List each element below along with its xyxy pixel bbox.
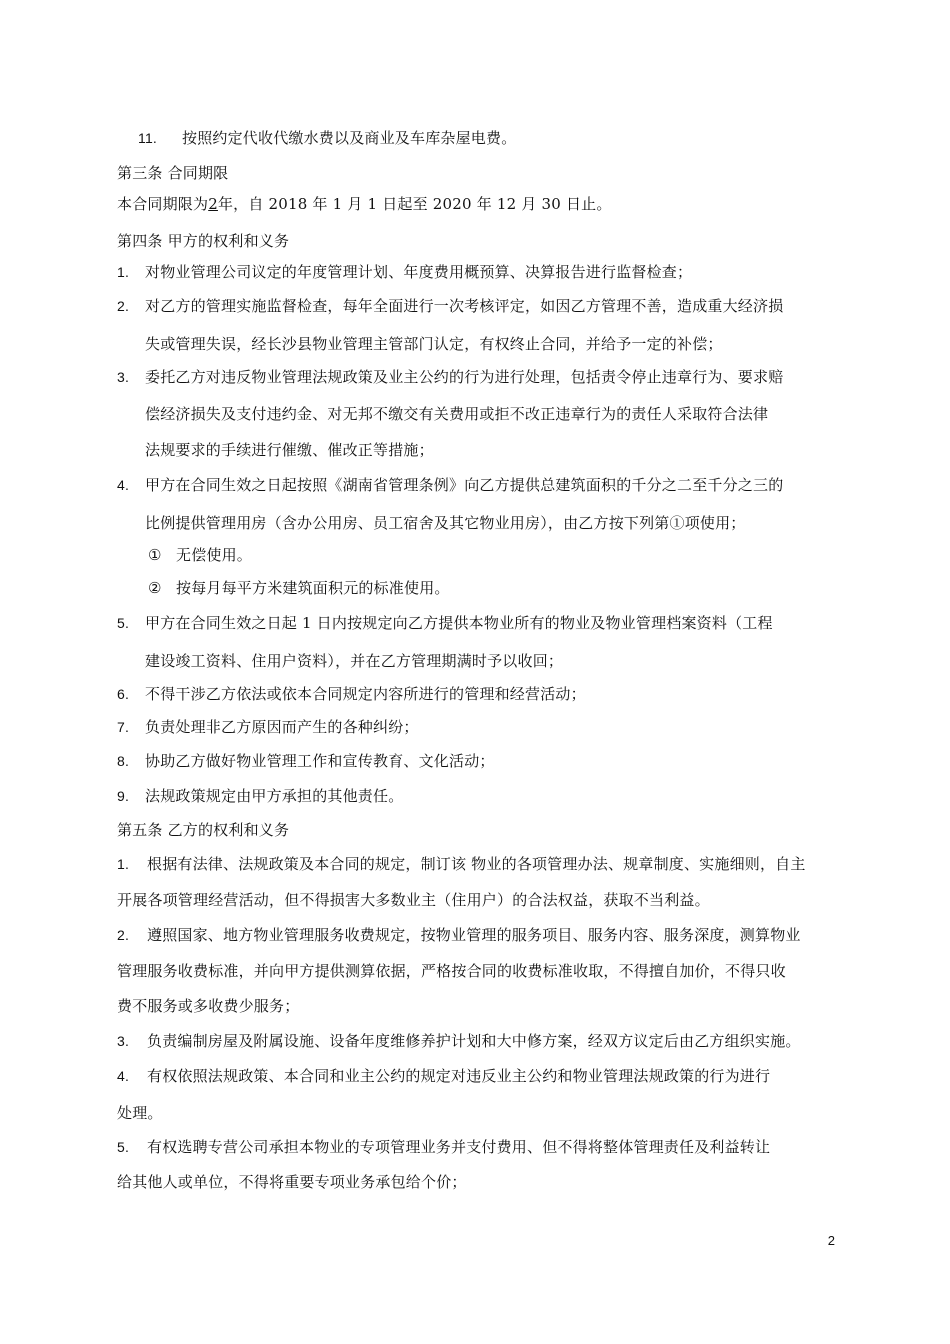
item-number: 5. [117, 615, 130, 631]
item-text: 对乙方的管理实施监督检查，每年全面进行一次考核评定，如因乙方管理不善，造成重大经济损 [145, 297, 784, 315]
list-item [117, 613, 773, 633]
item-number: 6. [117, 686, 130, 702]
item-number: 1. [117, 264, 130, 280]
list-item [117, 1137, 770, 1157]
item-continuation: 费不服务或多收费少服务； [117, 997, 300, 1015]
list-item [117, 786, 403, 806]
option-mark: ② [148, 579, 162, 597]
item-continuation: 失或管理失误，经长沙县物业管理主管部门认定，有权终止合同，并给予一定的补偿； [145, 335, 723, 353]
item-number: 3. [117, 1033, 130, 1049]
item-number: 3. [117, 369, 130, 385]
item-continuation: 处理。 [117, 1104, 163, 1122]
item-text: 对物业管理公司议定的年度管理计划、年度费用概预算、决算报告进行监督检查； [145, 263, 693, 281]
item-text: 有权依照法规政策、本合同和业主公约的规定对违反业主公约和物业管理法规政策的行为进行 [147, 1067, 771, 1085]
item-text: 不得干涉乙方依法或依本合同规定内容所进行的管理和经营活动； [145, 685, 586, 703]
list-item [117, 717, 419, 737]
list-item [117, 475, 783, 495]
item-text: 负责处理非乙方原因而产生的各种纠纷； [145, 718, 419, 736]
item-text: 委托乙方对违反物业管理法规政策及业主公约的行为进行处理，包括责令停止违章行为、要求赔 [145, 368, 784, 386]
item-number: 4. [117, 1068, 130, 1084]
item-number: 2. [117, 298, 130, 314]
list-item [117, 854, 806, 874]
item-number: 2. [117, 927, 130, 943]
option-mark: ① [148, 546, 162, 564]
item-number: 11. [138, 130, 158, 146]
item-number: 4. [117, 477, 130, 493]
article-3-heading: 第三条 合同期限 [117, 164, 229, 182]
item-number: 7. [117, 719, 130, 735]
item-number: 5. [117, 1139, 130, 1155]
article-4-heading: 第四条 甲方的权利和义务 [117, 232, 290, 250]
item-number: 8. [117, 753, 130, 769]
item-text: 按照约定代收代缴水费以及商业及车库杂屋电费。 [182, 129, 517, 147]
option-item [148, 578, 450, 598]
item-text: 法规政策规定由甲方承担的其他责任。 [145, 787, 404, 805]
item-text: 负责编制房屋及附属设施、设备年度维修养护计划和大中修方案，经双方议定后由乙方组织实施。 [147, 1032, 801, 1050]
term-years: 2 [208, 195, 218, 213]
list-item [117, 925, 801, 945]
item-text: 协助乙方做好物业管理工作和宣传教育、文化活动； [145, 752, 495, 770]
term-suffix: 年，自 2018 年 1 月 1 日起至 2020 年 12 月 30 日止。 [217, 195, 612, 213]
option-text: 按每月每平方米建筑面积元的标准使用。 [176, 579, 450, 597]
item-number: 9. [117, 788, 130, 804]
list-item [117, 751, 495, 771]
item-continuation: 开展各项管理经营活动，但不得损害大多数业主（住用户）的合法权益，获取不当利益。 [117, 891, 710, 909]
list-item [117, 1031, 801, 1051]
item-continuation: 建设竣工资料、住用户资料），并在乙方管理期满时予以收回； [145, 652, 564, 670]
page-number: 2 [827, 1233, 835, 1248]
item-number: 1. [117, 856, 130, 872]
list-item [138, 128, 516, 148]
item-continuation: 给其他人或单位，不得将重要专项业务承包给个价； [117, 1173, 467, 1191]
list-item [117, 1066, 770, 1086]
item-text: 甲方在合同生效之日起 1 日内按规定向乙方提供本物业所有的物业及物业管理档案资料（工程 [145, 614, 773, 632]
list-item [117, 296, 783, 316]
item-text: 有权选聘专营公司承担本物业的专项管理业务并支付费用、但不得将整体管理责任及利益转让 [147, 1138, 771, 1156]
article-5-heading: 第五条 乙方的权利和义务 [117, 821, 290, 839]
item-continuation: 比例提供管理用房（含办公用房、员工宿舍及其它物业用房），由乙方按下列第①项使用； [145, 514, 746, 532]
term-prefix: 本合同期限为 [117, 195, 209, 213]
list-item [117, 684, 586, 704]
option-item [148, 545, 252, 565]
item-text: 甲方在合同生效之日起按照《湖南省管理条例》向乙方提供总建筑面积的千分之二至千分之三的 [145, 476, 784, 494]
option-text: 无偿使用。 [176, 546, 253, 564]
list-item [117, 262, 692, 282]
item-continuation: 偿经济损失及支付违约金、对无邦不缴交有关费用或拒不改正违章行为的责任人采取符合法律 [145, 405, 769, 423]
item-text: 遵照国家、地方物业管理服务收费规定，按物业管理的服务项目、服务内容、服务深度，测算物业 [147, 926, 801, 944]
item-continuation: 法规要求的手续进行催缴、催改正等措施； [145, 441, 434, 459]
contract-term-paragraph [117, 194, 612, 214]
item-continuation: 管理服务收费标准，并向甲方提供测算依据，严格按合同的收费标准收取，不得擅自加价，不得只收 [117, 962, 786, 980]
item-text: 根据有法律、法规政策及本合同的规定，制订该 物业的各项管理办法、规章制度、实施细则，自主 [147, 855, 806, 873]
list-item [117, 367, 783, 387]
